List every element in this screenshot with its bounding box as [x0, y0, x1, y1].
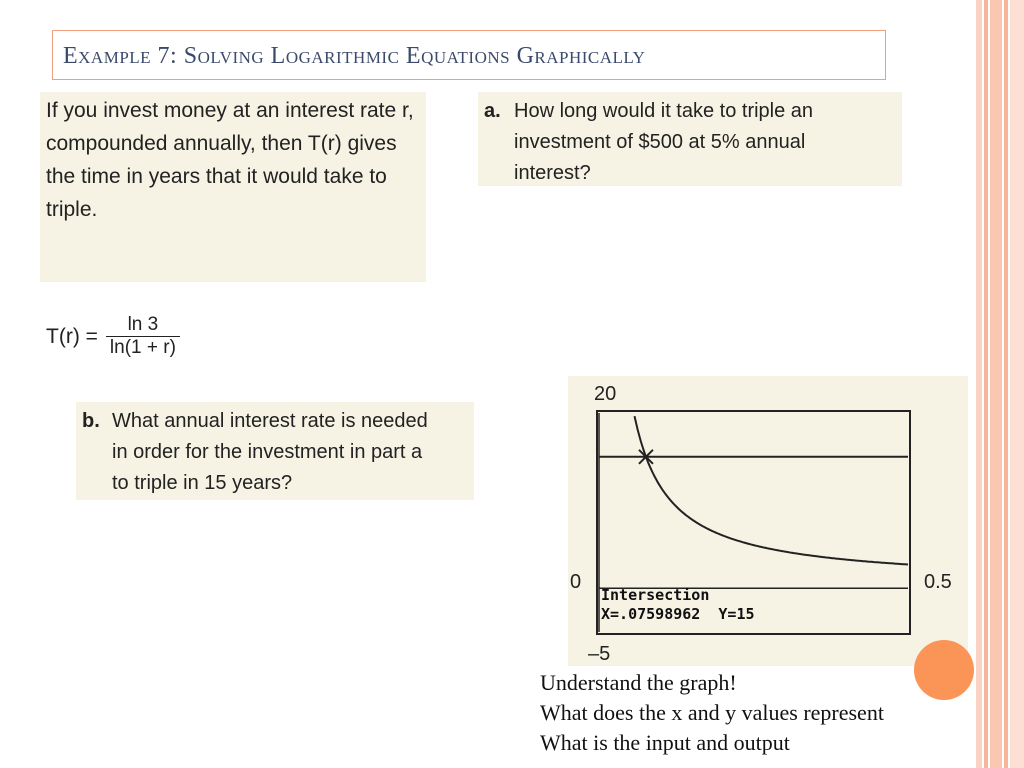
note-line: Understand the graph!: [540, 670, 737, 695]
formula: [46, 314, 180, 359]
series-curve-T: [635, 416, 909, 564]
notes: [540, 668, 884, 758]
formula-fraction: [106, 314, 180, 359]
screen-intersection-title: Intersection: [601, 586, 710, 604]
x-max-label: 0.5: [924, 571, 952, 593]
question-b-panel: [76, 402, 474, 500]
formula-denominator: ln(1 + r): [106, 336, 180, 359]
question-a-panel: [478, 92, 902, 186]
orange-circle-decoration: [914, 640, 974, 700]
question-b-label: b.: [82, 410, 100, 432]
page-title: Example 7: Solving Logarithmic Equations Graphically: [63, 43, 646, 69]
calculator-graph: [568, 376, 968, 666]
graph-panel: [568, 376, 968, 666]
formula-lhs: T(r) =: [46, 324, 98, 348]
intro-panel: [40, 92, 426, 358]
formula-numerator: ln 3: [127, 314, 159, 335]
screen-intersection-values: X=.07598962 Y=15: [601, 605, 755, 623]
x-min-label: 0: [570, 571, 582, 593]
intro-text: If you invest money at an interest rate r, compounded annually, then T(r) gives the time in years that it would take to triple.: [46, 99, 414, 221]
title-box: [52, 30, 886, 80]
note-line: What is the input and output: [540, 730, 790, 755]
question-a-label: a.: [484, 100, 501, 122]
question-b-text: What annual interest rate is needed in order for the investment in part a to triple in 15 years?: [112, 410, 428, 494]
note-line: What does the x and y values represent: [540, 700, 884, 725]
y-min-label: –5: [588, 643, 611, 665]
y-max-label: 20: [594, 383, 617, 405]
decorative-stripes: [976, 0, 1024, 768]
question-a-text: How long would it take to triple an investment of $500 at 5% annual interest?: [514, 100, 814, 184]
